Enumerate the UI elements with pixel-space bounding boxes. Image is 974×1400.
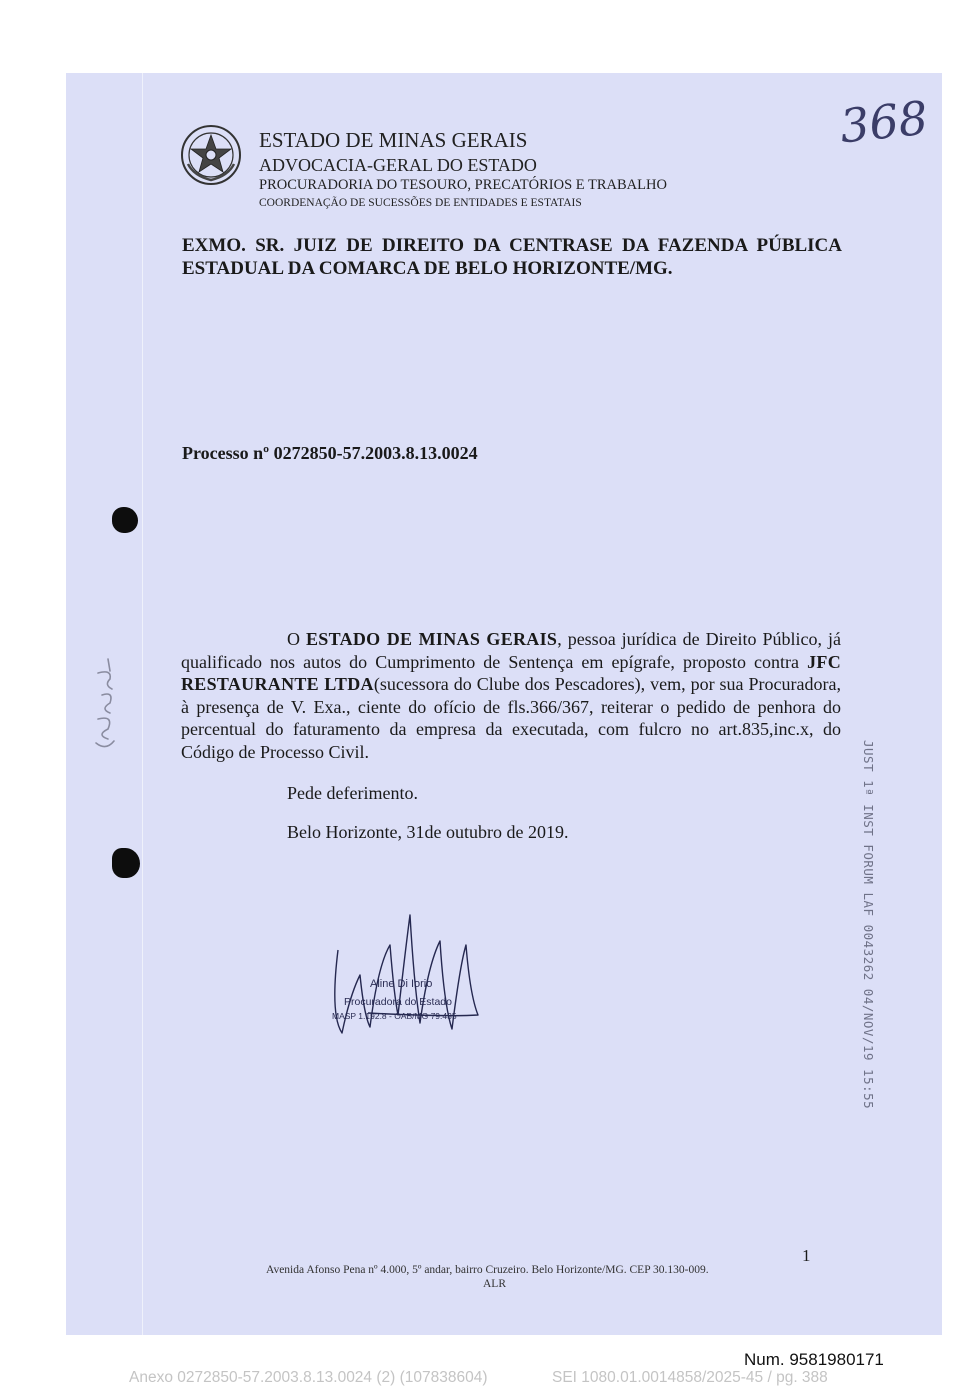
ink-blot xyxy=(112,507,138,533)
page-number: 1 xyxy=(802,1246,811,1265)
header-coordination: COORDENAÇÃO DE SUCESSÕES DE ENTIDADES E ESTATAIS xyxy=(259,197,582,209)
handwritten-page-number: 368 xyxy=(837,90,931,154)
footer-initials: ALR xyxy=(483,1278,506,1290)
signature-stamp-registration: MASP 1.192.8 - OAB/MG 79.435 xyxy=(332,1011,457,1021)
plaintiff-name: ESTADO DE MINAS GERAIS xyxy=(305,629,558,649)
protocol-stamp: JUST 1ª INST FORUM LAF 0043262 04/NOV/19 15:55 xyxy=(861,740,876,1110)
state-coat-of-arms-icon xyxy=(180,124,242,186)
document-num: Num. 9581980171 xyxy=(744,1350,884,1369)
header-state: ESTADO DE MINAS GERAIS xyxy=(259,128,528,152)
body-text-start: O xyxy=(287,629,306,649)
margin-handwriting xyxy=(84,655,124,755)
defendant-name: JFC RESTAURANTE LTDA xyxy=(181,651,841,695)
attachment-reference: Anexo 0272850-57.2003.8.13.0024 (2) (107838604) xyxy=(129,1369,488,1386)
signature-stamp-title: Procuradora do Estado xyxy=(344,996,452,1008)
footer-address: Avenida Afonso Pena nº 4.000, 5º andar, bairro Cruzeiro. Belo Horizonte/MG. CEP 30.130-009. xyxy=(266,1264,709,1276)
sei-reference: SEI 1080.01.0014858/2025-45 / pg. 388 xyxy=(552,1369,828,1386)
closing-request: Pede deferimento. xyxy=(287,783,418,803)
ink-blot xyxy=(112,848,140,878)
signature xyxy=(328,905,498,1040)
header-agency: ADVOCACIA-GERAL DO ESTADO xyxy=(259,155,537,175)
petition-body xyxy=(181,628,841,764)
body-text-end: (sucessora do Clube dos Pescadores), vem, por sua Procuradora, à presença de V. Exa., ciente do ofício de fls.366/367, reiterar o pedido de penhora do percentual do faturamento da empresa da executada, com fulcro no art.835,inc.x, do Código de Processo Civil. xyxy=(181,674,841,762)
signature-stamp-name: Aline Di Iorio xyxy=(370,978,433,990)
process-number: Processo nº 0272850-57.2003.8.13.0024 xyxy=(182,443,478,463)
place-and-date: Belo Horizonte, 31de outubro de 2019. xyxy=(287,822,569,842)
body-text-middle: , pessoa jurídica de Direito Público, já qualificado nos autos do Cumprimento de Sentença em epígrafe, proposto contra xyxy=(181,629,841,672)
page-fold-line xyxy=(142,73,143,1335)
header-department: PROCURADORIA DO TESOURO, PRECATÓRIOS E TRABALHO xyxy=(259,177,667,193)
addressee: EXMO. SR. JUIZ DE DIREITO DA CENTRASE DA FAZENDA PÚBLICA ESTADUAL DA COMARCA DE BELO HORIZONTE/MG. xyxy=(182,235,842,279)
